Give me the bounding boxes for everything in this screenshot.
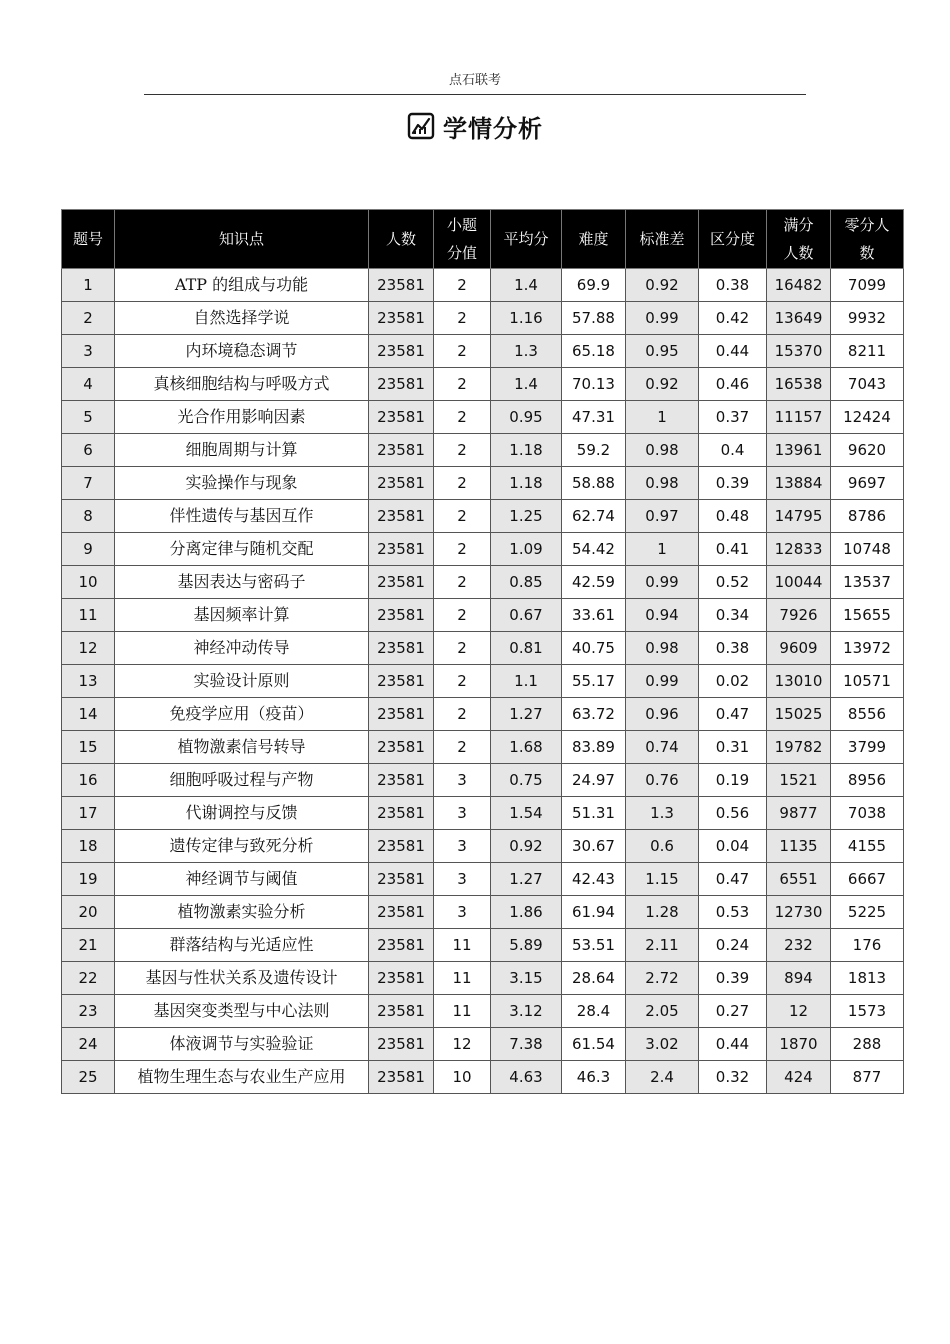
col-discrimination-cell: 0.47 bbox=[699, 698, 767, 731]
col-full-score-count-cell: 12 bbox=[767, 995, 831, 1028]
col-discrimination-cell: 0.42 bbox=[699, 302, 767, 335]
col-question-no-cell: 13 bbox=[62, 665, 115, 698]
table-row bbox=[62, 599, 904, 632]
col-zero-score-count-cell: 7043 bbox=[831, 368, 904, 401]
col-question-no-cell: 22 bbox=[62, 962, 115, 995]
col-full-score-count-cell: 10044 bbox=[767, 566, 831, 599]
col-difficulty-cell: 33.61 bbox=[562, 599, 626, 632]
col-item-score-header: 小题 分值 bbox=[434, 210, 491, 269]
col-average-cell: 5.89 bbox=[491, 929, 562, 962]
col-average-cell: 1.27 bbox=[491, 698, 562, 731]
col-question-no-cell: 9 bbox=[62, 533, 115, 566]
col-average-cell: 1.09 bbox=[491, 533, 562, 566]
col-full-score-count-cell: 7926 bbox=[767, 599, 831, 632]
col-discrimination-cell: 0.38 bbox=[699, 632, 767, 665]
col-item-score-cell: 10 bbox=[434, 1061, 491, 1094]
col-zero-score-count-cell: 1813 bbox=[831, 962, 904, 995]
col-knowledge-point-cell: 伴性遗传与基因互作 bbox=[115, 500, 369, 533]
col-zero-score-count-cell: 13972 bbox=[831, 632, 904, 665]
col-full-score-count-cell: 11157 bbox=[767, 401, 831, 434]
col-zero-score-count-cell: 10748 bbox=[831, 533, 904, 566]
col-item-score-cell: 2 bbox=[434, 467, 491, 500]
col-average-cell: 1.18 bbox=[491, 434, 562, 467]
table-row bbox=[62, 962, 904, 995]
col-item-score-cell: 3 bbox=[434, 896, 491, 929]
table-row bbox=[62, 500, 904, 533]
col-question-no-cell: 23 bbox=[62, 995, 115, 1028]
col-item-score-cell: 2 bbox=[434, 731, 491, 764]
col-zero-score-count-cell: 877 bbox=[831, 1061, 904, 1094]
col-discrimination-cell: 0.39 bbox=[699, 962, 767, 995]
table-row bbox=[62, 566, 904, 599]
table-row bbox=[62, 698, 904, 731]
col-std-dev-header: 标准差 bbox=[626, 210, 699, 269]
col-average-cell: 1.54 bbox=[491, 797, 562, 830]
col-count-cell: 23581 bbox=[369, 467, 434, 500]
col-count-cell: 23581 bbox=[369, 698, 434, 731]
col-item-score-cell: 2 bbox=[434, 434, 491, 467]
col-difficulty-cell: 42.43 bbox=[562, 863, 626, 896]
col-count-cell: 23581 bbox=[369, 1061, 434, 1094]
col-average-cell: 4.63 bbox=[491, 1061, 562, 1094]
col-difficulty-cell: 62.74 bbox=[562, 500, 626, 533]
table-row bbox=[62, 302, 904, 335]
col-difficulty-cell: 69.9 bbox=[562, 269, 626, 302]
col-count-cell: 23581 bbox=[369, 599, 434, 632]
col-question-no-cell: 25 bbox=[62, 1061, 115, 1094]
col-average-cell: 1.3 bbox=[491, 335, 562, 368]
col-item-score-cell: 3 bbox=[434, 764, 491, 797]
col-question-no-cell: 17 bbox=[62, 797, 115, 830]
col-std-dev-cell: 0.95 bbox=[626, 335, 699, 368]
table-body bbox=[62, 269, 904, 1094]
col-knowledge-point-cell: 基因频率计算 bbox=[115, 599, 369, 632]
col-std-dev-cell: 0.97 bbox=[626, 500, 699, 533]
col-zero-score-count-cell: 3799 bbox=[831, 731, 904, 764]
col-std-dev-cell: 0.74 bbox=[626, 731, 699, 764]
col-knowledge-point-cell: 细胞周期与计算 bbox=[115, 434, 369, 467]
col-item-score-cell: 2 bbox=[434, 599, 491, 632]
col-discrimination-cell: 0.46 bbox=[699, 368, 767, 401]
col-difficulty-cell: 55.17 bbox=[562, 665, 626, 698]
col-count-cell: 23581 bbox=[369, 401, 434, 434]
table-header-row bbox=[62, 210, 904, 269]
col-count-cell: 23581 bbox=[369, 335, 434, 368]
col-item-score-cell: 11 bbox=[434, 962, 491, 995]
col-knowledge-point-cell: 植物激素实验分析 bbox=[115, 896, 369, 929]
col-full-score-count-cell: 12833 bbox=[767, 533, 831, 566]
col-full-score-count-cell: 12730 bbox=[767, 896, 831, 929]
col-zero-score-count-cell: 9620 bbox=[831, 434, 904, 467]
col-difficulty-cell: 61.54 bbox=[562, 1028, 626, 1061]
col-full-score-count-cell: 9877 bbox=[767, 797, 831, 830]
col-discrimination-header: 区分度 bbox=[699, 210, 767, 269]
col-average-header: 平均分 bbox=[491, 210, 562, 269]
col-question-no-cell: 21 bbox=[62, 929, 115, 962]
col-average-cell: 1.1 bbox=[491, 665, 562, 698]
col-zero-score-count-cell: 7099 bbox=[831, 269, 904, 302]
col-average-cell: 1.16 bbox=[491, 302, 562, 335]
col-knowledge-point-cell: 内环境稳态调节 bbox=[115, 335, 369, 368]
col-std-dev-cell: 0.98 bbox=[626, 467, 699, 500]
col-std-dev-cell: 1 bbox=[626, 401, 699, 434]
col-average-cell: 1.86 bbox=[491, 896, 562, 929]
col-item-score-cell: 2 bbox=[434, 302, 491, 335]
col-item-score-cell: 3 bbox=[434, 863, 491, 896]
col-average-cell: 0.92 bbox=[491, 830, 562, 863]
col-full-score-count-cell: 9609 bbox=[767, 632, 831, 665]
col-question-no-cell: 16 bbox=[62, 764, 115, 797]
col-average-cell: 1.18 bbox=[491, 467, 562, 500]
col-knowledge-point-cell: 遗传定律与致死分析 bbox=[115, 830, 369, 863]
col-question-no-cell: 8 bbox=[62, 500, 115, 533]
col-difficulty-cell: 53.51 bbox=[562, 929, 626, 962]
col-count-cell: 23581 bbox=[369, 302, 434, 335]
col-count-cell: 23581 bbox=[369, 566, 434, 599]
col-full-score-count-cell: 1870 bbox=[767, 1028, 831, 1061]
col-full-score-count-cell: 1135 bbox=[767, 830, 831, 863]
table-row bbox=[62, 863, 904, 896]
col-question-no-cell: 15 bbox=[62, 731, 115, 764]
table-row bbox=[62, 1028, 904, 1061]
col-std-dev-cell: 0.92 bbox=[626, 269, 699, 302]
col-question-no-cell: 3 bbox=[62, 335, 115, 368]
col-difficulty-cell: 58.88 bbox=[562, 467, 626, 500]
table-row bbox=[62, 467, 904, 500]
col-discrimination-cell: 0.32 bbox=[699, 1061, 767, 1094]
col-item-score-cell: 3 bbox=[434, 830, 491, 863]
col-knowledge-point-cell: 细胞呼吸过程与产物 bbox=[115, 764, 369, 797]
col-difficulty-cell: 61.94 bbox=[562, 896, 626, 929]
col-difficulty-header: 难度 bbox=[562, 210, 626, 269]
col-average-cell: 3.15 bbox=[491, 962, 562, 995]
col-item-score-cell: 2 bbox=[434, 500, 491, 533]
col-difficulty-cell: 47.31 bbox=[562, 401, 626, 434]
col-question-no-cell: 5 bbox=[62, 401, 115, 434]
col-discrimination-cell: 0.44 bbox=[699, 1028, 767, 1061]
col-full-score-count-cell: 16538 bbox=[767, 368, 831, 401]
col-average-cell: 7.38 bbox=[491, 1028, 562, 1061]
col-discrimination-cell: 0.34 bbox=[699, 599, 767, 632]
table-row bbox=[62, 995, 904, 1028]
col-zero-score-count-cell: 12424 bbox=[831, 401, 904, 434]
col-discrimination-cell: 0.53 bbox=[699, 896, 767, 929]
col-count-cell: 23581 bbox=[369, 797, 434, 830]
col-discrimination-cell: 0.31 bbox=[699, 731, 767, 764]
col-count-cell: 23581 bbox=[369, 962, 434, 995]
col-count-header: 人数 bbox=[369, 210, 434, 269]
col-discrimination-cell: 0.02 bbox=[699, 665, 767, 698]
col-difficulty-cell: 24.97 bbox=[562, 764, 626, 797]
col-average-cell: 1.68 bbox=[491, 731, 562, 764]
col-question-no-cell: 7 bbox=[62, 467, 115, 500]
col-knowledge-point-cell: 神经调节与阈值 bbox=[115, 863, 369, 896]
col-knowledge-point-header: 知识点 bbox=[115, 210, 369, 269]
col-zero-score-count-cell: 9697 bbox=[831, 467, 904, 500]
col-full-score-count-cell: 13649 bbox=[767, 302, 831, 335]
col-zero-score-count-cell: 8211 bbox=[831, 335, 904, 368]
col-zero-score-count-cell: 13537 bbox=[831, 566, 904, 599]
col-full-score-count-cell: 15370 bbox=[767, 335, 831, 368]
col-zero-score-count-cell: 8956 bbox=[831, 764, 904, 797]
table-row bbox=[62, 434, 904, 467]
col-count-cell: 23581 bbox=[369, 269, 434, 302]
col-knowledge-point-cell: 真核细胞结构与呼吸方式 bbox=[115, 368, 369, 401]
stats-table bbox=[61, 209, 904, 1094]
col-full-score-count-cell: 232 bbox=[767, 929, 831, 962]
col-knowledge-point-cell: 实验操作与现象 bbox=[115, 467, 369, 500]
col-question-no-header: 题号 bbox=[62, 210, 115, 269]
col-average-cell: 0.75 bbox=[491, 764, 562, 797]
col-full-score-count-cell: 15025 bbox=[767, 698, 831, 731]
col-zero-score-count-cell: 176 bbox=[831, 929, 904, 962]
col-count-cell: 23581 bbox=[369, 434, 434, 467]
col-zero-score-count-cell: 9932 bbox=[831, 302, 904, 335]
table-row bbox=[62, 368, 904, 401]
col-item-score-cell: 2 bbox=[434, 368, 491, 401]
col-count-cell: 23581 bbox=[369, 368, 434, 401]
col-count-cell: 23581 bbox=[369, 665, 434, 698]
col-item-score-cell: 2 bbox=[434, 632, 491, 665]
col-average-cell: 3.12 bbox=[491, 995, 562, 1028]
chart-icon bbox=[407, 112, 435, 140]
col-difficulty-cell: 28.64 bbox=[562, 962, 626, 995]
col-difficulty-cell: 57.88 bbox=[562, 302, 626, 335]
col-count-cell: 23581 bbox=[369, 500, 434, 533]
col-std-dev-cell: 1.3 bbox=[626, 797, 699, 830]
col-average-cell: 1.4 bbox=[491, 368, 562, 401]
col-count-cell: 23581 bbox=[369, 995, 434, 1028]
col-knowledge-point-cell: 群落结构与光适应性 bbox=[115, 929, 369, 962]
col-difficulty-cell: 70.13 bbox=[562, 368, 626, 401]
col-full-score-count-cell: 6551 bbox=[767, 863, 831, 896]
table-row bbox=[62, 731, 904, 764]
table-row bbox=[62, 1061, 904, 1094]
col-zero-score-count-cell: 288 bbox=[831, 1028, 904, 1061]
col-discrimination-cell: 0.56 bbox=[699, 797, 767, 830]
col-discrimination-cell: 0.24 bbox=[699, 929, 767, 962]
page-title: 学情分析 bbox=[443, 114, 543, 143]
col-std-dev-cell: 0.76 bbox=[626, 764, 699, 797]
col-full-score-count-header: 满分 人数 bbox=[767, 210, 831, 269]
col-count-cell: 23581 bbox=[369, 632, 434, 665]
col-knowledge-point-cell: 代谢调控与反馈 bbox=[115, 797, 369, 830]
col-knowledge-point-cell: 植物生理生态与农业生产应用 bbox=[115, 1061, 369, 1094]
col-count-cell: 23581 bbox=[369, 533, 434, 566]
col-full-score-count-cell: 19782 bbox=[767, 731, 831, 764]
col-full-score-count-cell: 13010 bbox=[767, 665, 831, 698]
col-item-score-cell: 2 bbox=[434, 269, 491, 302]
col-discrimination-cell: 0.37 bbox=[699, 401, 767, 434]
col-zero-score-count-header: 零分人 数 bbox=[831, 210, 904, 269]
col-zero-score-count-cell: 6667 bbox=[831, 863, 904, 896]
col-std-dev-cell: 0.94 bbox=[626, 599, 699, 632]
col-full-score-count-cell: 16482 bbox=[767, 269, 831, 302]
col-knowledge-point-cell: 免疫学应用（疫苗） bbox=[115, 698, 369, 731]
col-item-score-cell: 11 bbox=[434, 929, 491, 962]
col-count-cell: 23581 bbox=[369, 863, 434, 896]
col-std-dev-cell: 1.28 bbox=[626, 896, 699, 929]
col-item-score-cell: 2 bbox=[434, 401, 491, 434]
col-difficulty-cell: 59.2 bbox=[562, 434, 626, 467]
col-count-cell: 23581 bbox=[369, 830, 434, 863]
col-item-score-cell: 3 bbox=[434, 797, 491, 830]
col-zero-score-count-cell: 5225 bbox=[831, 896, 904, 929]
col-zero-score-count-cell: 8556 bbox=[831, 698, 904, 731]
col-knowledge-point-cell: 光合作用影响因素 bbox=[115, 401, 369, 434]
col-count-cell: 23581 bbox=[369, 764, 434, 797]
col-count-cell: 23581 bbox=[369, 1028, 434, 1061]
col-item-score-cell: 2 bbox=[434, 698, 491, 731]
col-item-score-cell: 11 bbox=[434, 995, 491, 1028]
col-knowledge-point-cell: 基因突变类型与中心法则 bbox=[115, 995, 369, 1028]
col-zero-score-count-cell: 4155 bbox=[831, 830, 904, 863]
col-question-no-cell: 6 bbox=[62, 434, 115, 467]
col-knowledge-point-cell: 神经冲动传导 bbox=[115, 632, 369, 665]
col-knowledge-point-cell: 基因表达与密码子 bbox=[115, 566, 369, 599]
col-full-score-count-cell: 894 bbox=[767, 962, 831, 995]
col-std-dev-cell: 0.99 bbox=[626, 665, 699, 698]
col-discrimination-cell: 0.27 bbox=[699, 995, 767, 1028]
col-std-dev-cell: 0.96 bbox=[626, 698, 699, 731]
col-discrimination-cell: 0.04 bbox=[699, 830, 767, 863]
col-difficulty-cell: 40.75 bbox=[562, 632, 626, 665]
table-row bbox=[62, 797, 904, 830]
col-average-cell: 1.4 bbox=[491, 269, 562, 302]
table-row bbox=[62, 632, 904, 665]
col-difficulty-cell: 30.67 bbox=[562, 830, 626, 863]
col-item-score-cell: 2 bbox=[434, 533, 491, 566]
col-knowledge-point-cell: 实验设计原则 bbox=[115, 665, 369, 698]
col-count-cell: 23581 bbox=[369, 731, 434, 764]
col-difficulty-cell: 42.59 bbox=[562, 566, 626, 599]
col-std-dev-cell: 0.98 bbox=[626, 632, 699, 665]
col-question-no-cell: 19 bbox=[62, 863, 115, 896]
col-question-no-cell: 2 bbox=[62, 302, 115, 335]
col-item-score-cell: 2 bbox=[434, 335, 491, 368]
col-question-no-cell: 1 bbox=[62, 269, 115, 302]
col-count-cell: 23581 bbox=[369, 896, 434, 929]
col-knowledge-point-cell: 体液调节与实验验证 bbox=[115, 1028, 369, 1061]
col-difficulty-cell: 51.31 bbox=[562, 797, 626, 830]
col-question-no-cell: 14 bbox=[62, 698, 115, 731]
col-question-no-cell: 12 bbox=[62, 632, 115, 665]
col-question-no-cell: 24 bbox=[62, 1028, 115, 1061]
col-knowledge-point-cell: 分离定律与随机交配 bbox=[115, 533, 369, 566]
col-discrimination-cell: 0.52 bbox=[699, 566, 767, 599]
col-question-no-cell: 18 bbox=[62, 830, 115, 863]
col-std-dev-cell: 1.15 bbox=[626, 863, 699, 896]
col-std-dev-cell: 0.98 bbox=[626, 434, 699, 467]
col-knowledge-point-cell: 基因与性状关系及遗传设计 bbox=[115, 962, 369, 995]
col-std-dev-cell: 1 bbox=[626, 533, 699, 566]
col-item-score-cell: 12 bbox=[434, 1028, 491, 1061]
col-full-score-count-cell: 14795 bbox=[767, 500, 831, 533]
col-full-score-count-cell: 1521 bbox=[767, 764, 831, 797]
col-question-no-cell: 10 bbox=[62, 566, 115, 599]
col-std-dev-cell: 2.72 bbox=[626, 962, 699, 995]
col-average-cell: 0.95 bbox=[491, 401, 562, 434]
col-std-dev-cell: 0.99 bbox=[626, 302, 699, 335]
col-difficulty-cell: 63.72 bbox=[562, 698, 626, 731]
table-row bbox=[62, 533, 904, 566]
col-discrimination-cell: 0.39 bbox=[699, 467, 767, 500]
col-std-dev-cell: 0.6 bbox=[626, 830, 699, 863]
col-question-no-cell: 4 bbox=[62, 368, 115, 401]
col-zero-score-count-cell: 1573 bbox=[831, 995, 904, 1028]
col-knowledge-point-cell: 自然选择学说 bbox=[115, 302, 369, 335]
col-discrimination-cell: 0.44 bbox=[699, 335, 767, 368]
col-average-cell: 0.67 bbox=[491, 599, 562, 632]
col-zero-score-count-cell: 7038 bbox=[831, 797, 904, 830]
col-std-dev-cell: 3.02 bbox=[626, 1028, 699, 1061]
col-zero-score-count-cell: 10571 bbox=[831, 665, 904, 698]
col-discrimination-cell: 0.41 bbox=[699, 533, 767, 566]
col-average-cell: 1.25 bbox=[491, 500, 562, 533]
col-difficulty-cell: 46.3 bbox=[562, 1061, 626, 1094]
table-row bbox=[62, 335, 904, 368]
col-discrimination-cell: 0.38 bbox=[699, 269, 767, 302]
col-knowledge-point-cell: ATP 的组成与功能 bbox=[115, 269, 369, 302]
table-row bbox=[62, 401, 904, 434]
col-discrimination-cell: 0.48 bbox=[699, 500, 767, 533]
col-average-cell: 0.85 bbox=[491, 566, 562, 599]
table-row bbox=[62, 830, 904, 863]
col-full-score-count-cell: 424 bbox=[767, 1061, 831, 1094]
col-knowledge-point-cell: 植物激素信号转导 bbox=[115, 731, 369, 764]
col-zero-score-count-cell: 15655 bbox=[831, 599, 904, 632]
col-std-dev-cell: 0.92 bbox=[626, 368, 699, 401]
col-average-cell: 1.27 bbox=[491, 863, 562, 896]
col-difficulty-cell: 65.18 bbox=[562, 335, 626, 368]
col-discrimination-cell: 0.4 bbox=[699, 434, 767, 467]
table-row bbox=[62, 896, 904, 929]
section-title bbox=[0, 106, 950, 146]
col-difficulty-cell: 28.4 bbox=[562, 995, 626, 1028]
col-item-score-cell: 2 bbox=[434, 665, 491, 698]
col-difficulty-cell: 83.89 bbox=[562, 731, 626, 764]
col-full-score-count-cell: 13884 bbox=[767, 467, 831, 500]
col-difficulty-cell: 54.42 bbox=[562, 533, 626, 566]
col-item-score-cell: 2 bbox=[434, 566, 491, 599]
col-std-dev-cell: 0.99 bbox=[626, 566, 699, 599]
col-std-dev-cell: 2.4 bbox=[626, 1061, 699, 1094]
running-header: 点石联考 bbox=[144, 70, 806, 95]
col-question-no-cell: 11 bbox=[62, 599, 115, 632]
col-std-dev-cell: 2.05 bbox=[626, 995, 699, 1028]
col-std-dev-cell: 2.11 bbox=[626, 929, 699, 962]
table-row bbox=[62, 269, 904, 302]
col-full-score-count-cell: 13961 bbox=[767, 434, 831, 467]
table-row bbox=[62, 929, 904, 962]
table-row bbox=[62, 665, 904, 698]
col-discrimination-cell: 0.19 bbox=[699, 764, 767, 797]
col-zero-score-count-cell: 8786 bbox=[831, 500, 904, 533]
col-question-no-cell: 20 bbox=[62, 896, 115, 929]
col-discrimination-cell: 0.47 bbox=[699, 863, 767, 896]
col-count-cell: 23581 bbox=[369, 929, 434, 962]
col-average-cell: 0.81 bbox=[491, 632, 562, 665]
table-row bbox=[62, 764, 904, 797]
